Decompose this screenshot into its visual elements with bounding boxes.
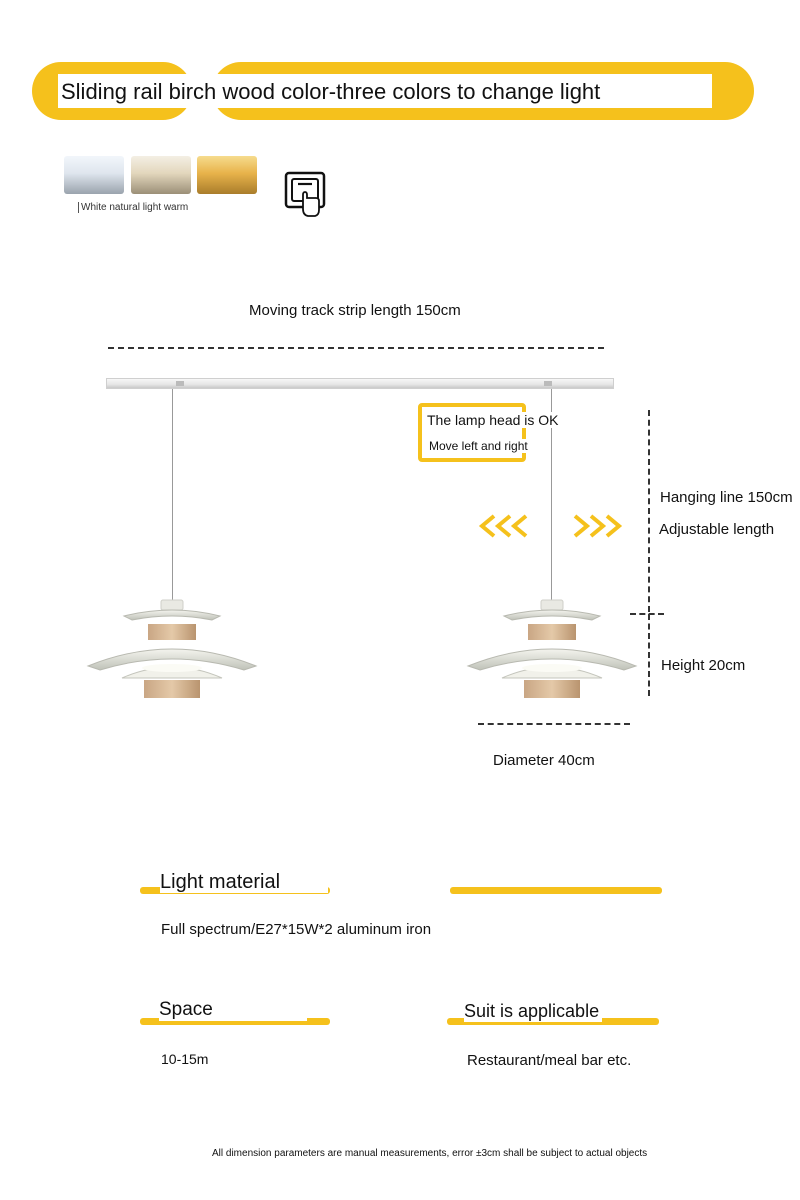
hanging-line-label: Hanging line 150cm [660, 489, 793, 506]
touch-switch-icon [284, 171, 326, 219]
track-length-label: Moving track strip length 150cm [249, 302, 461, 319]
pendant-lamp-left [84, 598, 260, 704]
adjustable-length-label: Adjustable length [659, 521, 775, 538]
diameter-dimension-line [478, 723, 630, 725]
light-material-bar-right [450, 887, 662, 894]
light-material-value: Full spectrum/E27*15W*2 aluminum iron [161, 921, 432, 938]
chevrons-left-icon [478, 512, 538, 540]
rail-slider-left [176, 381, 184, 386]
light-material-title: Light material [160, 871, 328, 893]
suit-value: Restaurant/meal bar etc. [467, 1052, 632, 1069]
callout-line-2: Move left and right [429, 439, 528, 453]
dimension-tick [630, 613, 664, 615]
hanging-line-dimension [648, 410, 650, 612]
pendant-lamp-right [464, 598, 640, 704]
swatch-natural [131, 156, 191, 194]
space-title: Space [159, 999, 307, 1021]
swatch-white [64, 156, 124, 194]
diameter-label: Diameter 40cm [493, 752, 595, 769]
callout-line-1: The lamp head is OK [427, 412, 559, 428]
height-label: Height 20cm [661, 657, 746, 674]
page-title: Sliding rail birch wood color-three colors to change light [58, 74, 712, 108]
chevrons-right-icon [563, 512, 623, 540]
swatch-caption: White natural light warm [78, 202, 188, 213]
hanging-cord-left [172, 389, 173, 607]
suit-title: Suit is applicable [464, 1000, 602, 1022]
rail-slider-right [544, 381, 552, 386]
track-length-dimension-line [108, 347, 604, 349]
footer-note: All dimension parameters are manual measurements, error ±3cm shall be subject to actual objects [212, 1148, 648, 1159]
space-value: 10-15m [161, 1051, 209, 1067]
height-dimension [648, 614, 650, 696]
swatch-warm [197, 156, 257, 194]
